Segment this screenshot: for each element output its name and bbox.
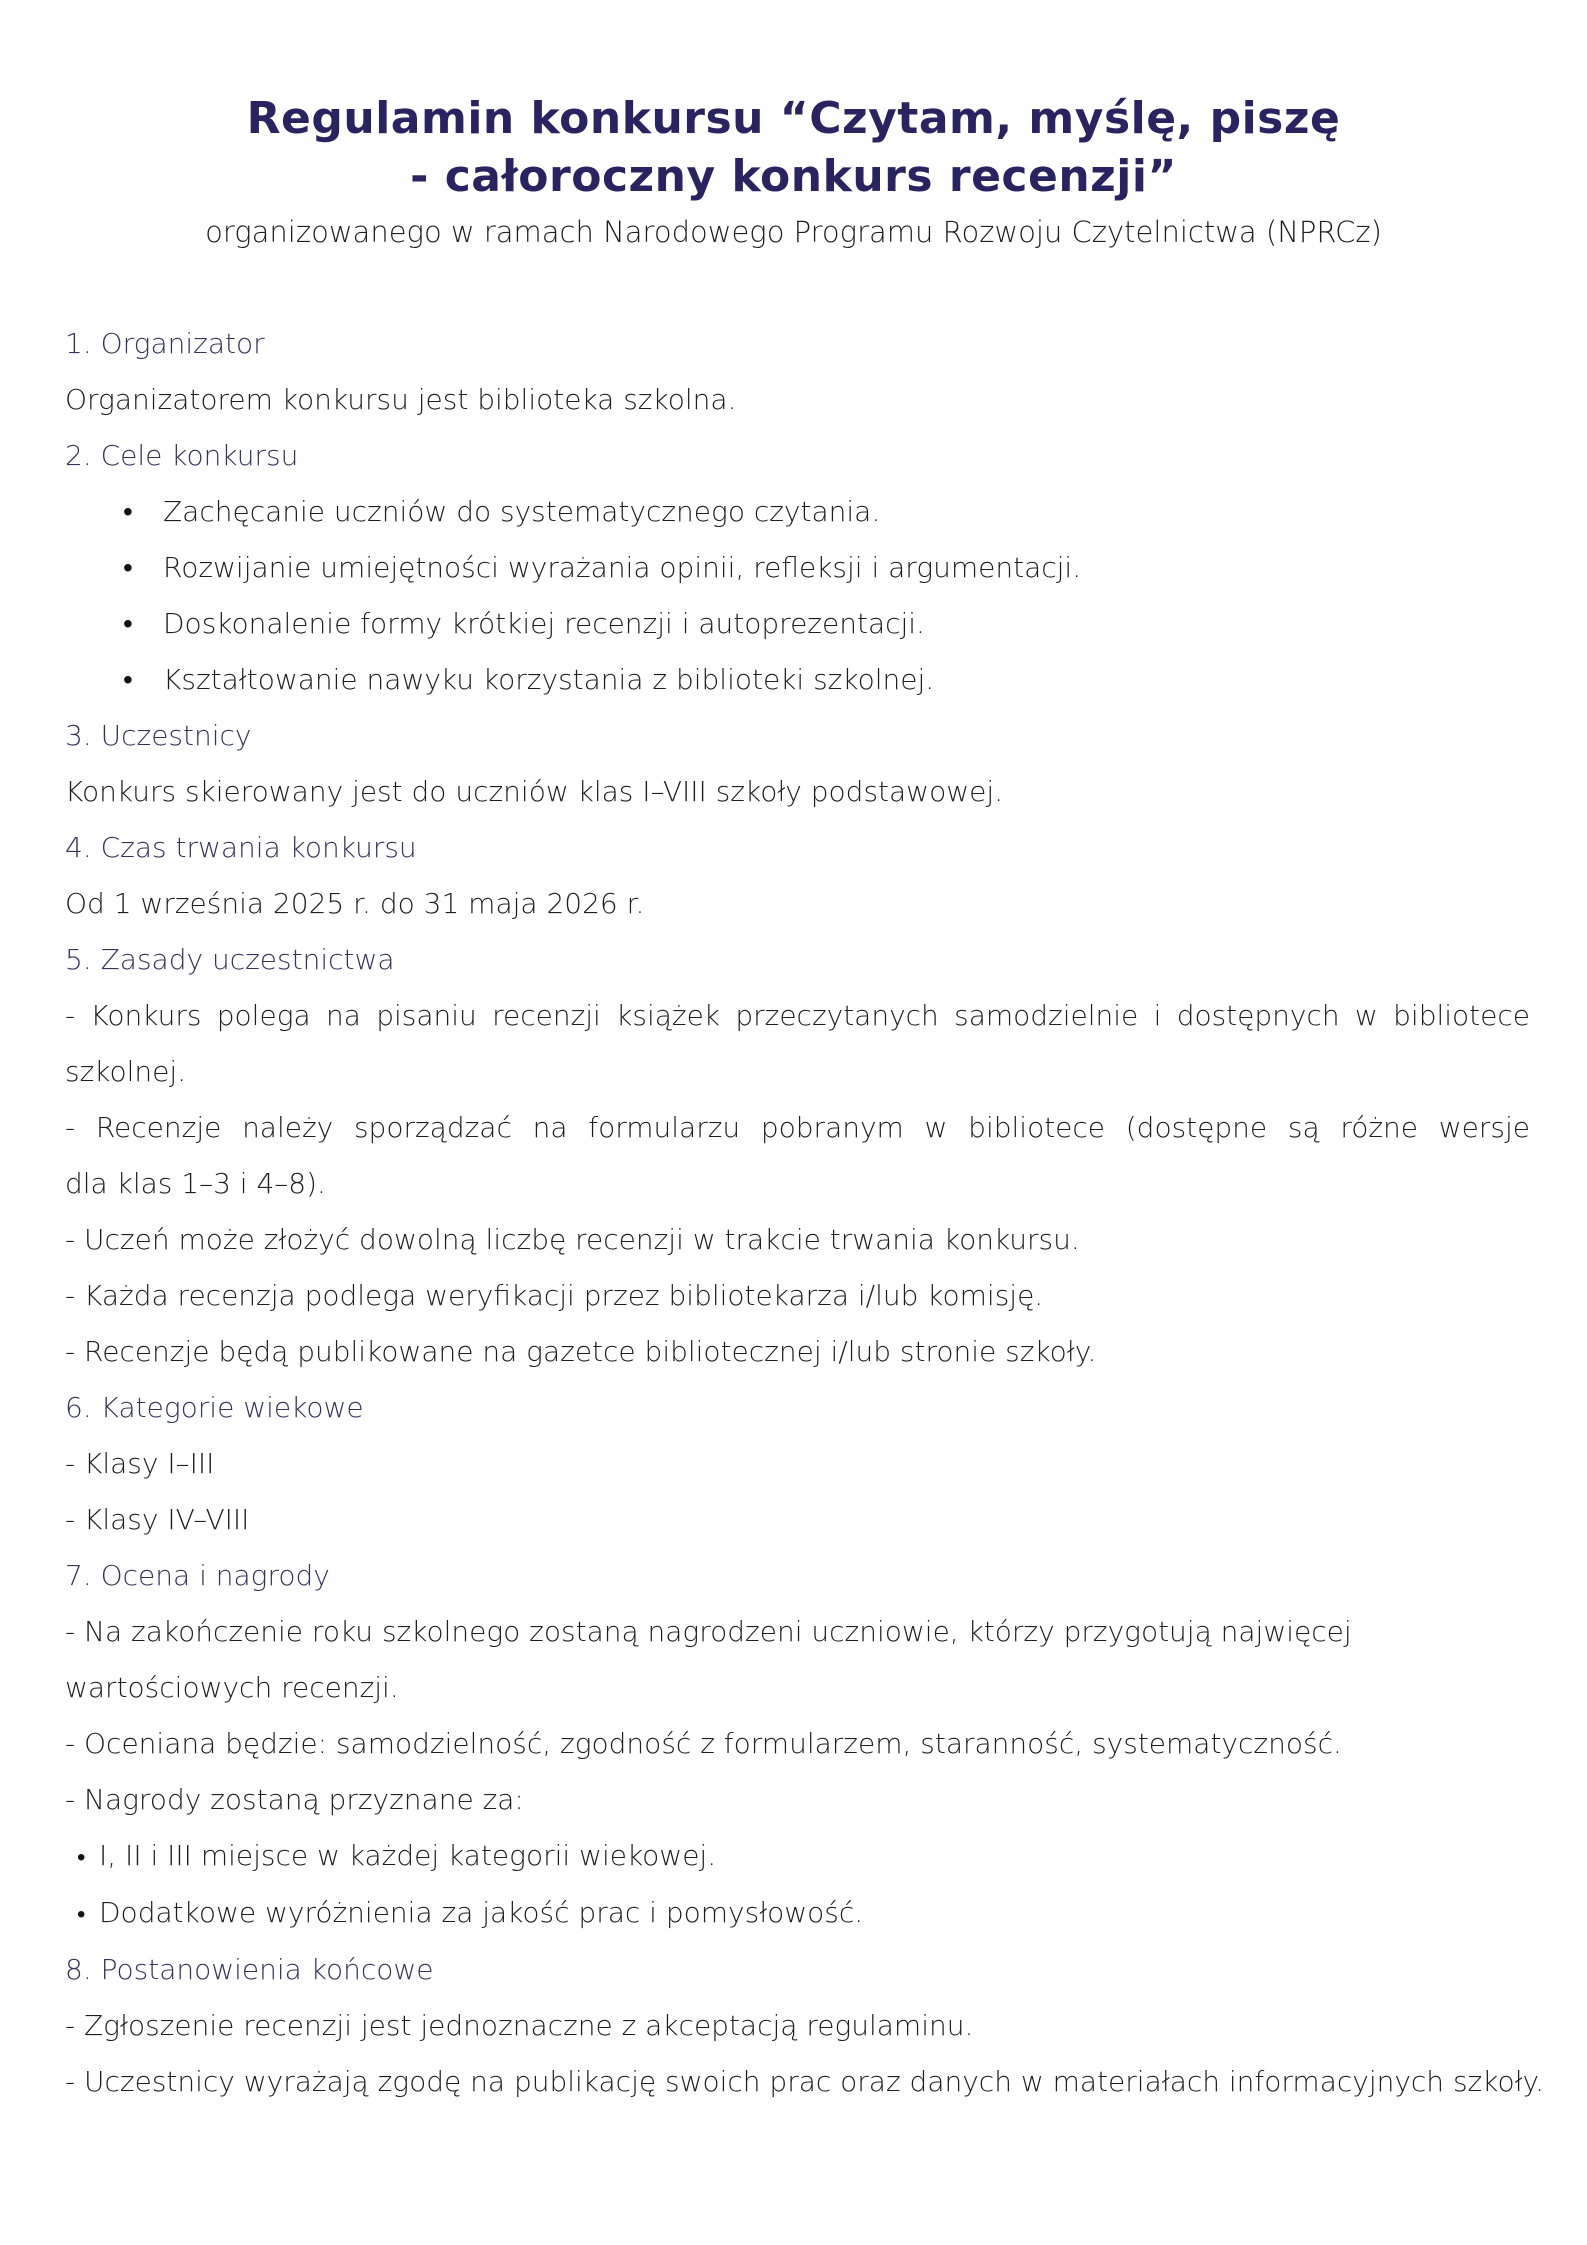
bullet-item: [65, 596, 1530, 652]
body-line: - Nagrody zostaną przyznane za:: [65, 1783, 524, 1816]
bullet-dot-icon: •: [123, 607, 133, 640]
body-line: - Recenzje będą publikowane na gazetce bibliotecznej i/lub stronie szkoły.: [65, 1335, 1097, 1368]
bullet-dot-icon: •: [77, 1900, 86, 1928]
page-subtitle: organizowanego w ramach Narodowego Programu Rozwoju Czytelnictwa (NPRCz): [205, 215, 1382, 249]
page-title-line-1: Regulamin konkursu “Czytam, myślę, piszę: [246, 93, 1341, 144]
bullet-text: Zachęcanie uczniów do systematycznego czytania.: [163, 495, 881, 528]
body-line: - Klasy I–III: [65, 1447, 215, 1480]
body-line: - Konkurs polega na pisaniu recenzji książek przeczytanych samodzielnie i dostępnych w bibliotece: [65, 999, 1530, 1032]
bullet-item: [65, 540, 1530, 596]
bullet-item: [65, 484, 1530, 540]
bullet-dot-icon: •: [123, 663, 133, 696]
section-heading: 4. Czas trwania konkursu: [65, 831, 417, 864]
body-line: - Każda recenzja podlega weryfikacji przez bibliotekarza i/lub komisję.: [65, 1279, 1044, 1312]
sub-bullet-item: [65, 1828, 1530, 1885]
document-header: [0, 0, 1587, 256]
page-title-line-2: - całoroczny konkurs recenzji”: [410, 151, 1177, 202]
bullet-text: Dodatkowe wyróżnienia za jakość prac i pomysłowość.: [99, 1896, 864, 1929]
sub-bullet-item: [65, 1885, 1530, 1942]
bullet-text: I, II i III miejsce w każdej kategorii wiekowej.: [99, 1839, 717, 1872]
section-heading: 3. Uczestnicy: [65, 719, 252, 752]
bullet-item: [65, 652, 1530, 708]
body-line: - Uczestnicy wyrażają zgodę na publikację swoich prac oraz danych w materiałach informacyjnych szkoły.: [65, 2065, 1545, 2098]
body-line: Od 1 września 2025 r. do 31 maja 2026 r.: [65, 887, 645, 920]
body-line: dla klas 1–3 i 4–8).: [65, 1167, 326, 1200]
section-heading: 2. Cele konkursu: [65, 439, 299, 472]
bullet-text: Doskonalenie formy krótkiej recenzji i autoprezentacji.: [163, 607, 925, 640]
body-line: - Zgłoszenie recenzji jest jednoznaczne z akceptacją regulaminu.: [65, 2009, 974, 2042]
bullet-text: Kształtowanie nawyku korzystania z biblioteki szkolnej.: [163, 663, 935, 696]
section-heading: 1. Organizator: [65, 327, 265, 360]
body-line: - Recenzje należy sporządzać na formularzu pobranym w bibliotece (dostępne są różne wersje: [65, 1111, 1530, 1144]
body-line: szkolnej.: [65, 1055, 187, 1088]
body-line: Organizatorem konkursu jest biblioteka szkolna.: [65, 383, 737, 416]
bullet-dot-icon: •: [123, 551, 133, 584]
body-line: - Klasy IV–VIII: [65, 1503, 250, 1536]
body-line: wartościowych recenzji.: [65, 1671, 399, 1704]
bullet-text: Rozwijanie umiejętności wyrażania opinii, refleksji i argumentacji.: [163, 551, 1082, 584]
section-heading: 7. Ocena i nagrody: [65, 1559, 330, 1592]
section-heading: 6. Kategorie wiekowe: [65, 1391, 364, 1424]
body-line: - Uczeń może złożyć dowolną liczbę recenzji w trakcie trwania konkursu.: [65, 1223, 1080, 1256]
bullet-dot-icon: •: [77, 1843, 86, 1871]
body-line: - Na zakończenie roku szkolnego zostaną nagrodzeni uczniowie, którzy przygotują najwięcej: [65, 1615, 1352, 1648]
document-body: [65, 316, 1545, 2110]
section-heading: 8. Postanowienia końcowe: [65, 1953, 434, 1986]
section-heading: 5. Zasady uczestnictwa: [65, 943, 395, 976]
body-line: Konkurs skierowany jest do uczniów klas I–VIII szkoły podstawowej.: [65, 775, 1004, 808]
bullet-dot-icon: •: [123, 495, 133, 528]
body-line: - Oceniana będzie: samodzielność, zgodność z formularzem, staranność, systematyczność.: [65, 1727, 1342, 1760]
